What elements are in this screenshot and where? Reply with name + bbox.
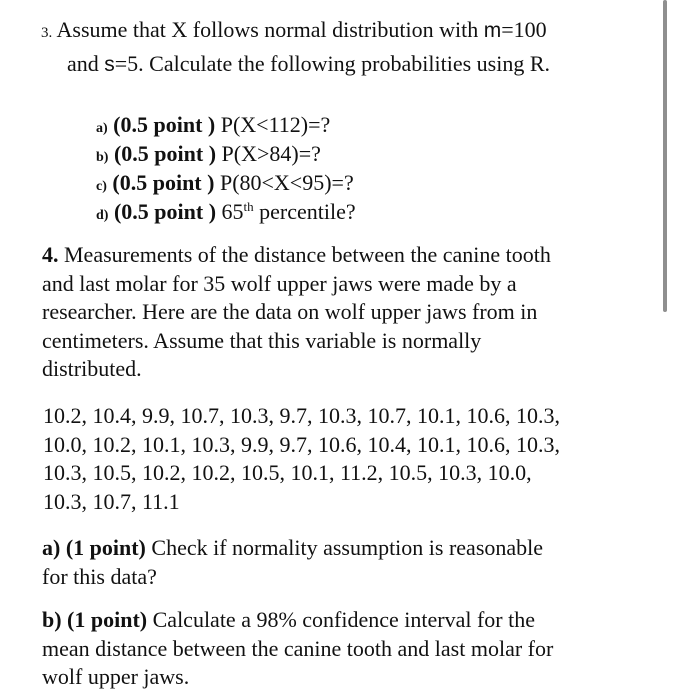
item-text: P(X>84)=? xyxy=(221,141,321,166)
data-line-4: 10.3, 10.7, 11.1 xyxy=(43,488,180,514)
q4-part-b-line-1 xyxy=(42,606,553,635)
q4-part-b xyxy=(42,606,553,692)
q4-part-a-line-1 xyxy=(42,534,543,563)
q4-intro-line-3: researcher. Here are the data on wolf upper jaws from in xyxy=(42,299,538,324)
q3-line-1 xyxy=(41,15,547,48)
q3-item-d xyxy=(96,198,356,230)
q3-text-a: Assume that X follows normal distribution with xyxy=(56,17,484,42)
q3-item-b xyxy=(96,140,321,172)
q4-part-a xyxy=(42,534,543,591)
item-text: P(80<X<95)=? xyxy=(219,170,354,195)
q4-part-b-line-3: wolf upper jaws. xyxy=(42,664,190,689)
q3-s-symbol: s xyxy=(104,53,115,76)
item-letter: c) xyxy=(96,179,107,194)
item-text: P(X<112)=? xyxy=(220,112,331,137)
q4-part-a-line-2: for this data? xyxy=(42,563,157,589)
q4-intro-line-2: and last molar for 35 wolf upper jaws were made by a xyxy=(42,270,517,296)
item-points: (0.5 point ) xyxy=(113,141,217,166)
item-points: (0.5 point ) xyxy=(112,170,215,195)
data-line-2: 10.0, 10.2, 10.1, 10.3, 9.9, 9.7, 10.6, 10.4, 10.1, 10.6, 10.3, xyxy=(43,431,560,457)
q3-item-a xyxy=(96,111,330,143)
data-line-3: 10.3, 10.5, 10.2, 10.2, 10.5, 10.1, 11.2, 10.5, 10.3, 10.0, xyxy=(43,460,532,485)
q3-item-c xyxy=(96,169,354,201)
q4-part-b-line-2: mean distance between the canine tooth and last molar for xyxy=(42,635,554,661)
q4-intro-line-1 xyxy=(42,241,551,270)
q4-intro xyxy=(42,241,551,384)
q4-intro-line-4: centimeters. Assume that this variable is normally xyxy=(42,327,482,353)
data-line-1: 10.2, 10.4, 9.9, 10.7, 10.3, 9.7, 10.3, 10.7, 10.1, 10.6, 10.3, xyxy=(43,403,560,428)
q4-intro-line-5: distributed. xyxy=(42,356,142,381)
part-a-text: Check if normality assumption is reasonable xyxy=(145,535,544,560)
q3-m-symbol: m xyxy=(483,19,502,42)
q3-line-2 xyxy=(67,49,550,79)
item-letter: a) xyxy=(96,121,108,136)
q3-number: 3. xyxy=(41,25,53,41)
q4-data xyxy=(43,402,560,516)
item-superscript: th xyxy=(243,199,254,214)
item-points: (0.5 point ) xyxy=(113,112,216,137)
item-text-after: percentile? xyxy=(253,199,356,224)
scrollbar[interactable] xyxy=(663,0,667,312)
q3-text-d: =5. Calculate the following probabilities using R. xyxy=(114,51,550,76)
part-b-label: b) (1 point) xyxy=(42,607,148,632)
item-letter: b) xyxy=(96,150,109,165)
q3-text-b: =100 xyxy=(501,17,547,42)
part-b-text: Calculate a 98% confidence interval for the xyxy=(147,607,536,632)
item-points: (0.5 point ) xyxy=(113,199,217,224)
q4-intro-text: Measurements of the distance between the canine tooth xyxy=(64,242,551,267)
item-letter: d) xyxy=(96,208,109,223)
q4-number: 4. xyxy=(42,242,59,267)
part-a-label: a) (1 point) xyxy=(42,535,146,560)
item-text: 65 xyxy=(221,199,244,224)
q3-text-c: and xyxy=(67,51,105,76)
